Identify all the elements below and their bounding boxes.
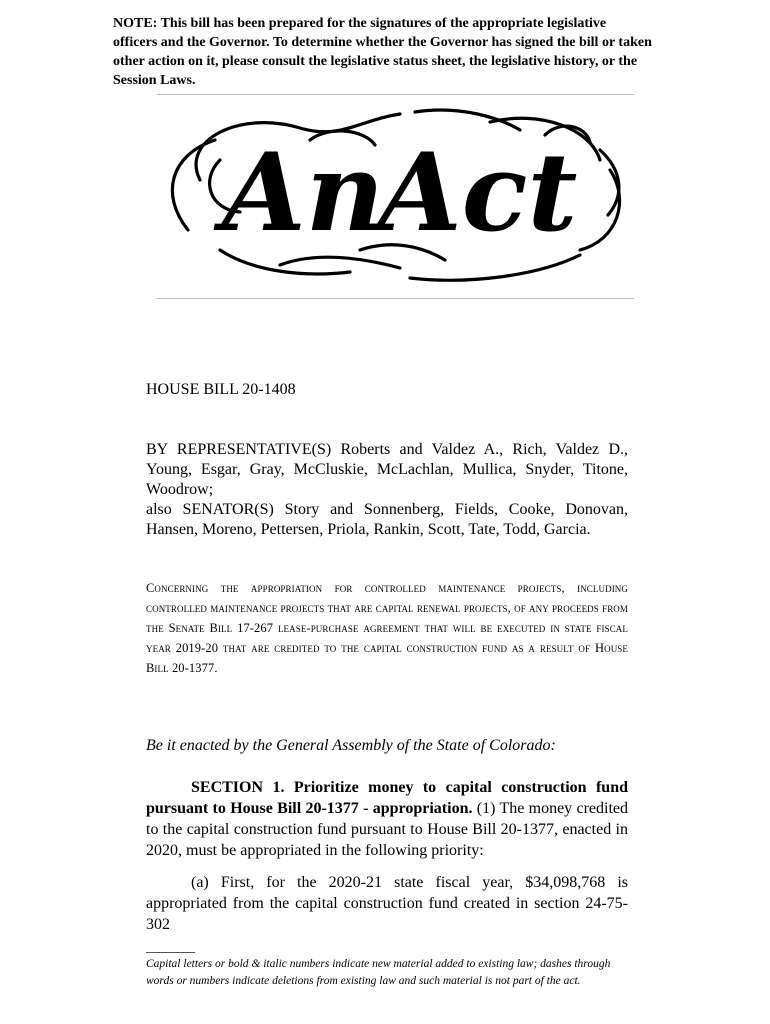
section-1-paragraph-a: (a) First, for the 2020-21 state fiscal year, $34,098,768 is appropriated from the capital construction fund created in section 24-75-302 — [146, 874, 628, 933]
senators-list: also SENATOR(S) Story and Sonnenberg, Fields, Cooke, Donovan, Hansen, Moreno, Pettersen, Priola, Rankin, Scott, Tate, Todd, Garcia. — [146, 501, 628, 538]
seal-word-act: Act — [378, 130, 578, 256]
top-divider — [157, 94, 634, 95]
sponsors-block — [146, 440, 628, 540]
bottom-divider — [157, 298, 634, 299]
section-1-subsection-1: (1) The money credited to the capital construction fund pursuant to House Bill 20-1377, enacted in 2020, must be appropriated in the following priority: — [146, 800, 629, 859]
section-1-heading: SECTION 1. Prioritize money to capital construction fund pursuant to House Bill 20-1377 - appropriation. — [146, 779, 628, 817]
enacting-clause: Be it enacted by the General Assembly of the State of Colorado: — [146, 737, 556, 754]
footnote-divider — [146, 952, 195, 953]
bill-title-concerning: Concerning the appropriation for controlled maintenance projects, including controlled maintenance projects that are capital renewal projects, of any proceeds from the Senate Bill 17-267 lease-purchase agreement that will be executed in state fiscal year 2019-20 that are credited to the capital construction fund as a result of House Bill 20-1377. — [146, 581, 629, 675]
seal-word-an: An — [222, 130, 385, 256]
signature-note: NOTE: This bill has been prepared for the signatures of the appropriate legislative officers and the Governor. To determine whether the Governor has signed the bill or taken other action on it, please consult the legislative status sheet, the legislative history, or the Session Laws. — [113, 16, 652, 88]
representatives-list: BY REPRESENTATIVE(S) Roberts and Valdez A., Rich, Valdez D., Young, Esgar, Gray, McCluskie, McLachlan, Mullica, Snyder, Titone, Woodrow; — [146, 441, 628, 498]
section-1-paragraph — [146, 777, 628, 861]
bill-number: HOUSE BILL 20-1408 — [146, 381, 296, 398]
section-1 — [146, 777, 628, 935]
an-act-seal — [160, 100, 632, 295]
footnote: Capital letters or bold & italic numbers indicate new material added to existing law; dashes through words or numbers indicate deletions from existing law and such material is not part of the act. — [146, 958, 611, 987]
